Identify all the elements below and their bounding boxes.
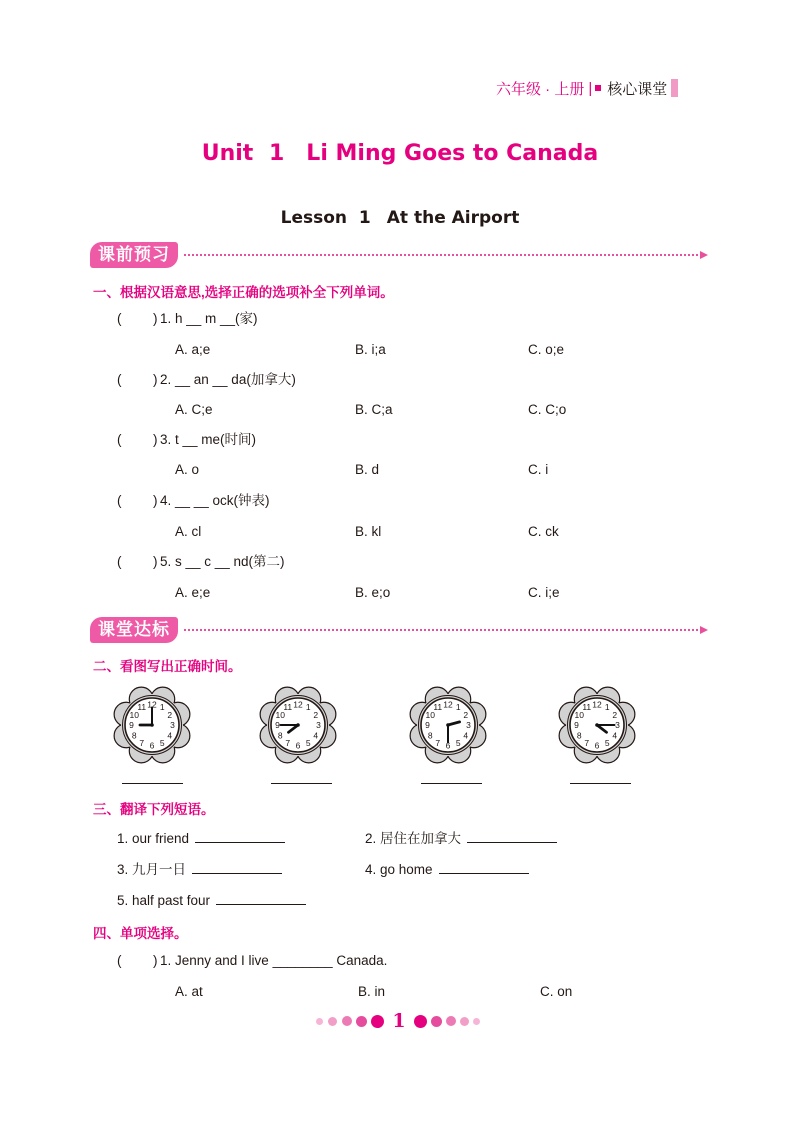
clock-number: 8 — [277, 730, 283, 741]
option-c: C. o;e — [528, 342, 565, 357]
clock-number: 12 — [592, 699, 602, 710]
page-dot — [342, 1016, 352, 1026]
header-separator: | — [588, 79, 593, 97]
clock-number: 3 — [466, 720, 471, 730]
answer-bracket-open: ( — [117, 372, 122, 387]
page-dot — [473, 1018, 480, 1025]
clock-number: 6 — [594, 740, 600, 751]
clock-number: 5 — [159, 737, 165, 748]
clock-number: 2 — [463, 709, 469, 720]
section-divider — [184, 629, 698, 631]
clock-number: 3 — [316, 720, 321, 730]
option-b: B. C;a — [355, 402, 393, 417]
clock-center-pin — [595, 723, 599, 727]
option-b: B. d — [355, 462, 380, 477]
part3-heading: 三、翻译下列短语。 — [93, 802, 215, 817]
answer-bracket-close: ) — [153, 554, 158, 569]
clock-svg — [555, 683, 639, 767]
clock-number: 5 — [305, 737, 311, 748]
clock-number: 7 — [285, 737, 291, 748]
part1-heading: 一、根据汉语意思,选择正确的选项补全下列单词。 — [93, 285, 394, 300]
question-row — [117, 492, 717, 510]
page-dot — [414, 1015, 427, 1028]
answer-line — [439, 860, 529, 874]
clock-3 — [406, 683, 490, 767]
clock-number: 11 — [283, 702, 293, 713]
clock-number: 11 — [137, 702, 147, 713]
clock-number: 8 — [427, 730, 433, 741]
option-a: A. a;e — [175, 342, 211, 357]
question-text: 1. Jenny and I live ________ Canada. — [160, 953, 388, 968]
clock-number: 8 — [131, 730, 137, 741]
option-a: A. at — [175, 984, 203, 999]
answer-bracket-open: ( — [117, 432, 122, 447]
option-c: C. C;o — [528, 402, 567, 417]
page-dot — [371, 1015, 384, 1028]
lesson-title — [0, 208, 800, 228]
option-a: A. C;e — [175, 402, 213, 417]
question-text: 3. t __ me(时间) — [160, 432, 257, 447]
answer-line — [421, 783, 482, 784]
option-c: C. ck — [528, 524, 559, 539]
clock-number: 11 — [433, 702, 443, 713]
answer-bracket-close: ) — [153, 311, 158, 326]
running-header — [496, 77, 678, 99]
clock-number: 12 — [293, 699, 303, 710]
question-text: 4. __ __ ock(钟表) — [160, 493, 270, 508]
answer-bracket-close: ) — [153, 432, 158, 447]
clock-number: 9 — [129, 720, 134, 730]
square-icon — [595, 85, 601, 91]
clock-number: 10 — [425, 709, 435, 720]
section-banner-preview: 课前预习 — [90, 242, 178, 268]
clock-number: 5 — [604, 737, 610, 748]
grade-label: 六年级 · 上册 — [496, 80, 585, 98]
clock-number: 6 — [295, 740, 301, 751]
answer-line — [570, 783, 631, 784]
phrase-text: 5. half past four — [117, 893, 211, 908]
answer-bracket-open: ( — [117, 554, 122, 569]
answer-line — [271, 783, 332, 784]
clock-number: 2 — [612, 709, 618, 720]
lesson-name: At the Airport — [386, 208, 520, 228]
option-c: C. on — [540, 984, 573, 999]
phrase-item — [117, 891, 306, 909]
unit-title — [0, 141, 800, 166]
series-brand: 核心课堂 — [607, 80, 668, 98]
question-row — [117, 431, 717, 449]
question-row — [117, 371, 717, 389]
page-dot — [460, 1017, 469, 1026]
clock-number: 3 — [170, 720, 175, 730]
clock-number: 4 — [463, 730, 469, 741]
clock-number: 7 — [435, 737, 441, 748]
section-divider — [184, 254, 698, 256]
page-dot — [356, 1016, 367, 1027]
clock-number: 2 — [167, 709, 173, 720]
phrase-text: 4. go home — [365, 862, 433, 877]
arrow-right-icon — [700, 626, 708, 634]
option-a: A. o — [175, 462, 200, 477]
clock-number: 10 — [574, 709, 584, 720]
header-bar-decoration — [671, 79, 678, 97]
option-b: B. e;o — [355, 585, 391, 600]
clock-number: 1 — [455, 702, 461, 713]
clock-number: 9 — [275, 720, 280, 730]
phrase-text: 3. 九月一日 — [117, 862, 187, 877]
clock-number: 4 — [167, 730, 173, 741]
unit-number: Unit 1 — [201, 141, 285, 166]
clock-number: 12 — [443, 699, 453, 710]
clock-number: 5 — [455, 737, 461, 748]
clock-number: 2 — [313, 709, 319, 720]
answer-bracket-open: ( — [117, 311, 122, 326]
phrase-text: 1. our friend — [117, 831, 190, 846]
clock-4 — [555, 683, 639, 767]
clock-2 — [256, 683, 340, 767]
clock-number: 1 — [604, 702, 610, 713]
clock-number: 11 — [582, 702, 592, 713]
page-dot — [328, 1017, 337, 1026]
page-dot — [316, 1018, 323, 1025]
clock-number: 6 — [445, 740, 451, 751]
phrase-item — [365, 829, 557, 847]
arrow-right-icon — [700, 251, 708, 259]
answer-bracket-close: ) — [153, 372, 158, 387]
page-number: 1 — [392, 1010, 406, 1032]
option-a: A. e;e — [175, 585, 211, 600]
clock-number: 12 — [147, 699, 157, 710]
clock-number: 7 — [139, 737, 145, 748]
lesson-number: Lesson 1 — [280, 208, 371, 228]
answer-line — [467, 829, 557, 843]
question-row — [117, 952, 717, 970]
unit-name: Li Ming Goes to Canada — [306, 141, 599, 166]
answer-line — [195, 829, 285, 843]
option-c: C. i;e — [528, 585, 560, 600]
answer-line — [192, 860, 282, 874]
phrase-text: 2. 居住在加拿大 — [365, 831, 462, 846]
clock-center-pin — [446, 723, 450, 727]
option-a: A. cl — [175, 524, 202, 539]
answer-bracket-close: ) — [153, 953, 158, 968]
clock-number: 4 — [313, 730, 319, 741]
option-b: B. in — [358, 984, 386, 999]
page-footer — [0, 1010, 800, 1032]
clock-number: 8 — [576, 730, 582, 741]
clock-center-pin — [296, 723, 300, 727]
clock-number: 6 — [149, 740, 155, 751]
clock-svg — [110, 683, 194, 767]
clock-number: 10 — [129, 709, 139, 720]
clock-number: 3 — [615, 720, 620, 730]
clock-number: 10 — [275, 709, 285, 720]
clock-number: 4 — [612, 730, 618, 741]
question-row — [117, 310, 717, 328]
section-banner-practice: 课堂达标 — [90, 617, 178, 643]
clock-number: 1 — [159, 702, 165, 713]
clock-number: 1 — [305, 702, 311, 713]
clock-svg — [406, 683, 490, 767]
clock-svg — [256, 683, 340, 767]
option-b: B. kl — [355, 524, 382, 539]
phrase-item — [117, 860, 282, 878]
answer-bracket-close: ) — [153, 493, 158, 508]
clock-1 — [110, 683, 194, 767]
part4-heading: 四、单项选择。 — [93, 926, 188, 941]
option-b: B. i;a — [355, 342, 386, 357]
answer-bracket-open: ( — [117, 493, 122, 508]
clock-number: 7 — [584, 737, 590, 748]
question-row — [117, 553, 717, 571]
answer-bracket-open: ( — [117, 953, 122, 968]
answer-line — [216, 891, 306, 905]
part2-heading: 二、看图写出正确时间。 — [93, 659, 242, 674]
page-dot — [446, 1016, 456, 1026]
question-text: 2. __ an __ da(加拿大) — [160, 372, 296, 387]
page-dot — [431, 1016, 442, 1027]
phrase-item — [117, 829, 285, 847]
question-text: 5. s __ c __ nd(第二) — [160, 554, 285, 569]
clock-center-pin — [150, 723, 154, 727]
option-c: C. i — [528, 462, 549, 477]
clock-number: 9 — [574, 720, 579, 730]
answer-line — [122, 783, 183, 784]
question-text: 1. h __ m __(家) — [160, 311, 258, 326]
clock-number: 9 — [425, 720, 430, 730]
phrase-item — [365, 860, 529, 878]
